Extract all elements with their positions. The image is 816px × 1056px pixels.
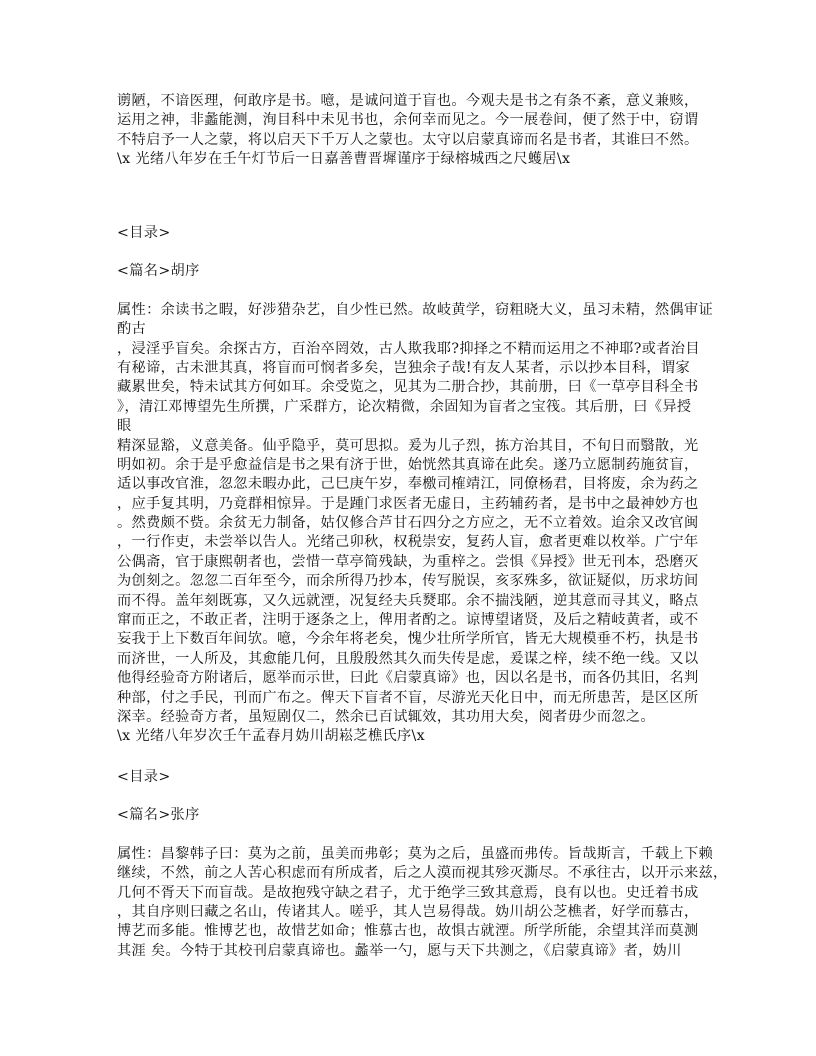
text-line: 妄我于上下数百年间欤。噫，今余年将老矣，愧少壮所学所官，皆无大规模垂不朽，执是书: [117, 631, 699, 648]
text-line: 窜而正之，不敢正者，注明于逐条之上，俾用者酌之。谅博望诸贤，及后之精岐黄者，或不: [117, 612, 699, 629]
text-line: 有秘谛，古未泄其真，将盲而可悯者多矣，岂独余子哉!有友人某者，示以抄本目科，谓家: [117, 359, 691, 376]
text-line: 其涯 矣。今特于其校刊启蒙真谛也。蠡举一勺，愿与天下共测之，《启蒙真谛》者，妫川: [117, 942, 682, 959]
text-line: 适以事改官淮，忽忽未暇办此，己巳庚午岁，奉檄司榷靖江，同僚杨君，目将废，余为药之: [117, 476, 699, 493]
text-line: 属性：余读书之暇，好涉猎杂艺，自少性已然。故岐黄学，窃粗晓大义，虽习未精，然偶审证: [117, 301, 714, 318]
text-line: 而济世，一人所及，其愈能几何，且殷殷然其久而失传是虑，爰谋之梓，续不绝一线。又以: [117, 650, 699, 667]
text-line: 明如初。余于是乎愈益信是书之果有济于世，始恍然其真谛在此矣。遂乃立愿制药施贫盲，: [117, 456, 699, 473]
text-line: 公偶斋，官于康熙朝者也，尝惜一草亭简残缺，为重梓之。尝惧《异授》世无刊本，恐磨灭: [117, 553, 699, 570]
text-line: 酌古: [117, 321, 147, 338]
toc-tag: <目录>: [117, 225, 171, 241]
text-line: 属性：昌黎韩子曰：莫为之前，虽美而弗彰；莫为之后，虽盛而弗传。旨哉斯言，千载上下赖: [117, 845, 714, 862]
text-line: 。然费颇不赀。余贫无力制备，姑仅修合芦甘石四分之方应之，无不立着效。迨余又改官闽: [117, 515, 699, 532]
section-zhang-preface: [117, 768, 728, 961]
text-line: 眼: [117, 418, 132, 435]
text-line: 种部，付之手民，刊而广布之。俾天下盲者不盲，尽游光天化日中，而无所患苦，是区区所: [117, 689, 699, 706]
text-line: 谫陋，不谙医理，何敢序是书。噫，是诚问道于盲也。今观夫是书之有条不紊，意义兼赅，: [117, 93, 699, 109]
section-title: <篇名>张序: [117, 807, 200, 824]
text-line: 博艺而多能。惟博艺也，故惜艺如命；惟慕古也，故惧古就湮。所学所能，余望其洋而莫测: [117, 923, 699, 940]
text-line: ，浸淫乎盲矣。余探古方，百治卒罔效，古人欺我耶?抑择之不精而运用之不神耶?或者治目: [117, 340, 700, 357]
text-line: 运用之神，非蠡能测，洵目科中未见书也，余何幸而见之。今一展卷间，便了然于中，窃谓: [117, 112, 699, 129]
text-line: 他得经验奇方附诸后，愿举而示世，曰此《启蒙真谛》也，因以名是书，而各仍其旧，名判: [117, 670, 699, 687]
preface-tail: [117, 92, 717, 170]
text-line: 为创刻之。忽忽二百年至今，而余所得乃抄本，传写脱误，亥豕殊多，欲证疑似，历求坊间: [117, 573, 699, 590]
section-hu-preface: [117, 224, 717, 747]
text-line: ，其自序则曰藏之名山，传诸其人。嗟乎，其人岂易得哉。妫川胡公芝樵者，好学而慕古，: [117, 903, 699, 920]
text-line: 精深显豁，义意美备。仙乎隐乎，莫可思拟。爰为儿子烈，拣方治其目，不旬日而翳散，光: [117, 437, 699, 454]
text-line: 而不得。盖年刻既寡，又久远就湮，况复经夫兵燹耶。余不揣浅陋，逆其意而寻其义，略点: [117, 592, 699, 609]
text-line: 》，清江邓博望先生所撰，广采群方，论次精微，余固知为盲者之宝筏。其后册，曰《异授: [117, 398, 692, 415]
text-line: 藏累世矣，特未试其方何如耳。余受览之，见其为二册合抄，其前册，曰《一草亭目科全书: [117, 379, 699, 396]
text-line: ，一行作吏，未尝举以告人。光绪己卯秋，权税崇安，复药人盲，愈者更难以枚举。广宁年: [117, 534, 699, 551]
signature-line: \x 光绪八年岁在壬午灯节后一日嘉善曹晋墀谨序于绿榕城西之尺蠖居\x: [117, 151, 571, 168]
toc-tag: <目录>: [117, 769, 171, 785]
text-line: 深幸。经验奇方者，虽短剧仅二，然余已百试辄效，其功用大矣，阅者毋少而忽之。: [117, 708, 655, 725]
text-line: ，应手复其明，乃竟群相惊异。于是踵门求医者无虚日，主药辅药者，是书中之最神妙方也: [117, 495, 699, 512]
signature-line: \x 光绪八年岁次壬午孟春月妫川胡崧芝樵氏序\x: [117, 728, 426, 745]
text-line: 几何不胥天下而盲哉。是故抱残守缺之君子，尤于绝学三致其意焉，良有以也。史迁着书成: [117, 884, 699, 901]
text-line: 不特启予一人之蒙，将以启天下千万人之蒙也。太守以启蒙真谛而名是书者，其谁曰不然。: [117, 131, 699, 148]
section-title: <篇名>胡序: [117, 263, 200, 280]
text-line: 继续，不然，前之人苦心积虑而有所成者，后之人漠而视其殄灭澌尽。不承往古，以开示来兹，: [117, 865, 728, 882]
